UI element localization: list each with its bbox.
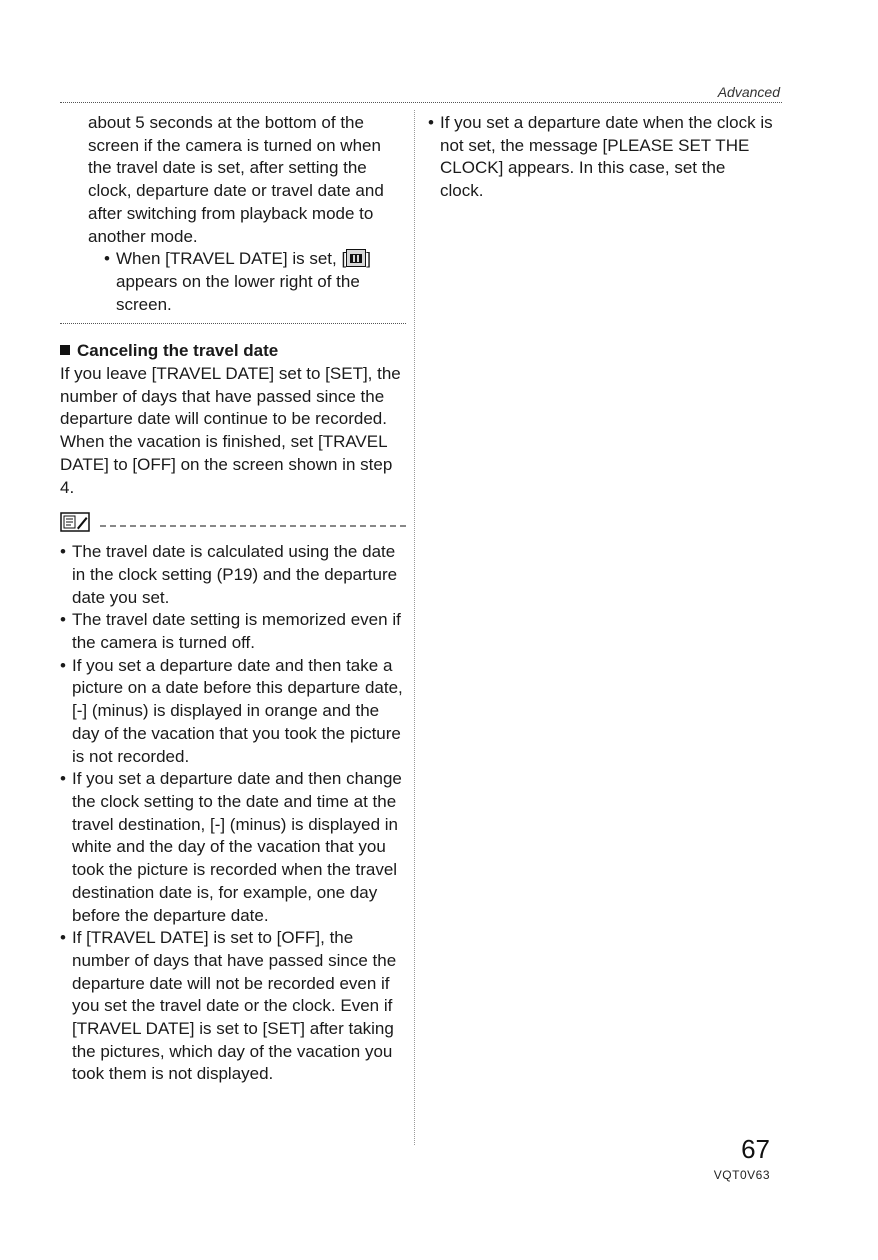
square-bullet-icon bbox=[60, 345, 70, 355]
left-column bbox=[60, 112, 406, 1086]
box-bottom-rule bbox=[60, 323, 406, 324]
travel-date-icon bbox=[346, 249, 366, 267]
section-heading bbox=[60, 340, 406, 363]
column-divider bbox=[414, 110, 415, 1145]
bullet-text-post: ] appears on the lower right of the screen. bbox=[116, 249, 371, 314]
continuation-text: about 5 seconds at the bottom of the screen if the camera is turned on when the travel date is set, after setting the clock, departure date or travel date and after switching from playback mode to another mode. bbox=[88, 113, 384, 246]
page-number: 67 bbox=[741, 1134, 770, 1164]
note-divider bbox=[60, 511, 406, 533]
clock-bullet: • If you set a departure date when the clock is not set, the message [PLEASE SET THE CLOCK] appears. In this case, set the clock. bbox=[428, 112, 773, 203]
continuation-bullet bbox=[60, 248, 406, 316]
heading-text: Canceling the travel date bbox=[77, 341, 279, 361]
note-item: • The travel date setting is memorized even if the camera is turned off. bbox=[60, 609, 406, 654]
note-item: • If [TRAVEL DATE] is set to [OFF], the number of days that have passed since the departure date will not be recorded even if you set the travel date or the clock. Even if [TRAVEL DATE] is set to [SET] after taking the pictures, which day of the vacation you took them is not displayed. bbox=[60, 927, 406, 1086]
right-column bbox=[428, 112, 773, 203]
section-label: Advanced bbox=[717, 84, 780, 100]
bullet-text-pre: When [TRAVEL DATE] is set, [ bbox=[116, 249, 347, 269]
top-rule bbox=[60, 102, 782, 103]
note-item: • The travel date is calculated using the date in the clock setting (P19) and the departure date you set. bbox=[60, 541, 406, 609]
note-item: • If you set a departure date and then take a picture on a date before this departure date, [-] (minus) is displayed in orange and the day of the vacation that you took the picture is not recorded. bbox=[60, 655, 406, 769]
document-code: VQT0V63 bbox=[713, 1168, 770, 1182]
note-icon bbox=[60, 512, 90, 532]
cancel-paragraph-2: When the vacation is finished, set [TRAVEL DATE] to [OFF] on the screen shown in step 4. bbox=[60, 432, 393, 497]
cancel-paragraph-1: If you leave [TRAVEL DATE] set to [SET], the number of days that have passed since the departure date will continue to be recorded. bbox=[60, 364, 401, 429]
travel-date-bullet bbox=[104, 248, 406, 316]
note-item: • If you set a departure date and then change the clock setting to the date and time at the travel destination, [-] (minus) is displayed in white and the day of the vacation that you took the picture is recorded when the travel destination date is, for example, one day before the departure date. bbox=[60, 768, 406, 927]
note-dashes bbox=[100, 525, 406, 527]
